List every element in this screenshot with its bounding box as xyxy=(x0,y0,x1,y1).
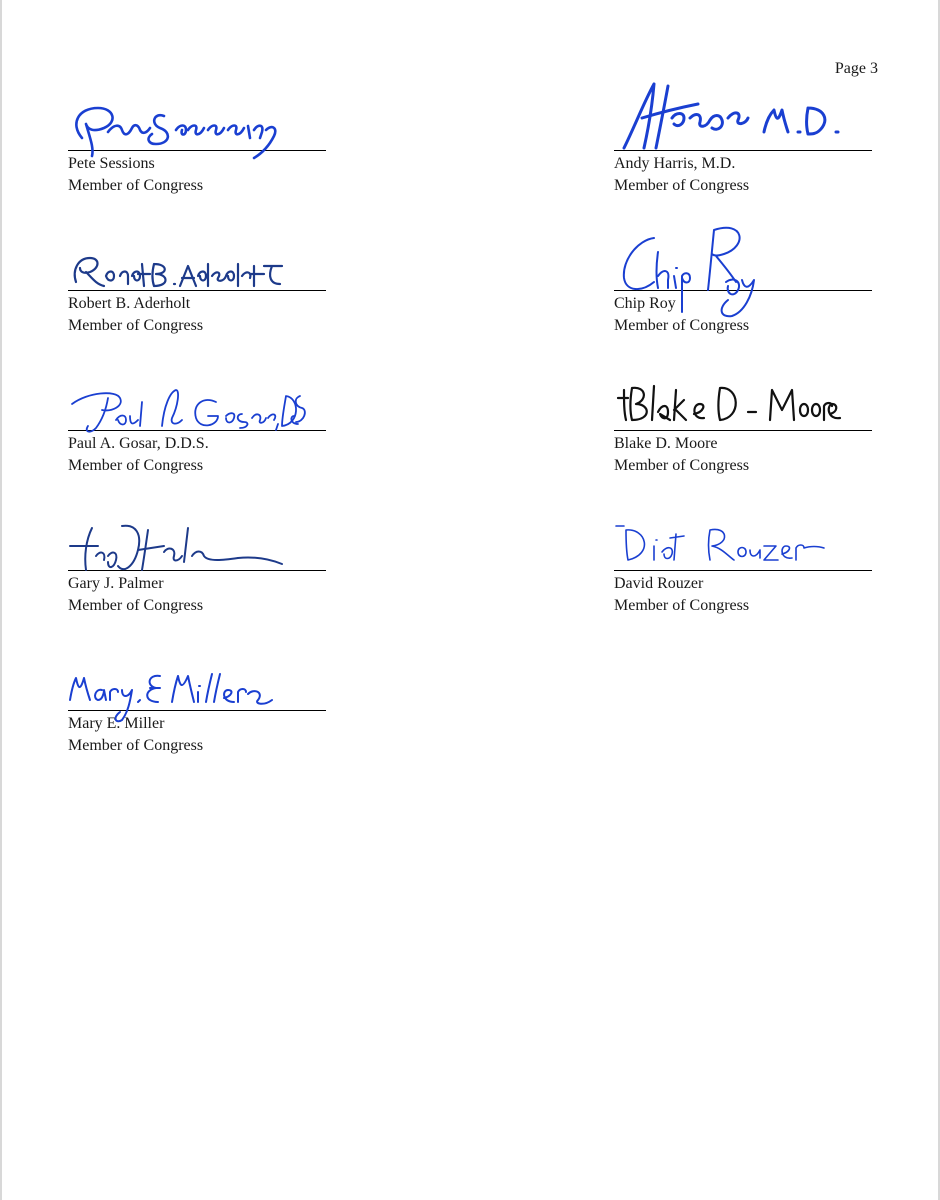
signature-line xyxy=(614,78,872,151)
signature-chip-roy xyxy=(614,220,774,320)
signatory-title: Member of Congress xyxy=(68,597,204,614)
signature-line xyxy=(68,78,326,151)
signature-paul-gosar xyxy=(68,376,308,436)
signature-robert-aderholt xyxy=(68,246,288,296)
signatory-name: Mary E. Miller xyxy=(68,715,165,732)
signatory-name: Robert B. Aderholt xyxy=(68,295,191,312)
signatory-name: Blake D. Moore xyxy=(614,435,718,452)
signature-pete-sessions xyxy=(68,94,288,164)
signature-line xyxy=(68,218,326,291)
signature-line xyxy=(614,358,872,431)
signatory-name: Chip Roy xyxy=(614,295,676,312)
signature-block-paul-gosar xyxy=(68,358,326,477)
signature-mary-miller xyxy=(68,664,298,724)
page-number: Page 3 xyxy=(834,60,878,77)
signatory-title: Member of Congress xyxy=(614,317,750,334)
signatory-title: Member of Congress xyxy=(68,737,204,754)
signatory-title: Member of Congress xyxy=(68,457,204,474)
page-edge-left xyxy=(0,0,2,1200)
signature-line xyxy=(68,638,326,711)
signature-line xyxy=(614,218,872,291)
signatory-name: Gary J. Palmer xyxy=(68,575,164,592)
signature-line xyxy=(68,358,326,431)
signatory-name: David Rouzer xyxy=(614,575,704,592)
signature-david-rouzer xyxy=(614,516,844,566)
signatory-name: Paul A. Gosar, D.D.S. xyxy=(68,435,209,452)
signature-line xyxy=(614,498,872,571)
signatory-name: Andy Harris, M.D. xyxy=(614,155,736,172)
signature-line xyxy=(68,498,326,571)
signature-block-david-rouzer xyxy=(614,498,872,617)
signature-block-chip-roy xyxy=(614,218,872,337)
signature-block-mary-miller xyxy=(68,638,326,757)
signatory-title: Member of Congress xyxy=(614,597,750,614)
signatory-title: Member of Congress xyxy=(614,457,750,474)
signature-block-blake-moore xyxy=(614,358,872,477)
signature-gary-palmer xyxy=(68,516,288,576)
signatory-title: Member of Congress xyxy=(614,177,750,194)
signatory-title: Member of Congress xyxy=(68,177,204,194)
signature-andy-harris xyxy=(614,78,844,158)
signature-block-pete-sessions xyxy=(68,78,326,197)
signatory-title: Member of Congress xyxy=(68,317,204,334)
signature-block-andy-harris xyxy=(614,78,872,197)
signature-block-gary-palmer xyxy=(68,498,326,617)
signature-blake-moore xyxy=(614,376,844,426)
signature-block-robert-aderholt xyxy=(68,218,326,337)
signatory-name: Pete Sessions xyxy=(68,155,155,172)
